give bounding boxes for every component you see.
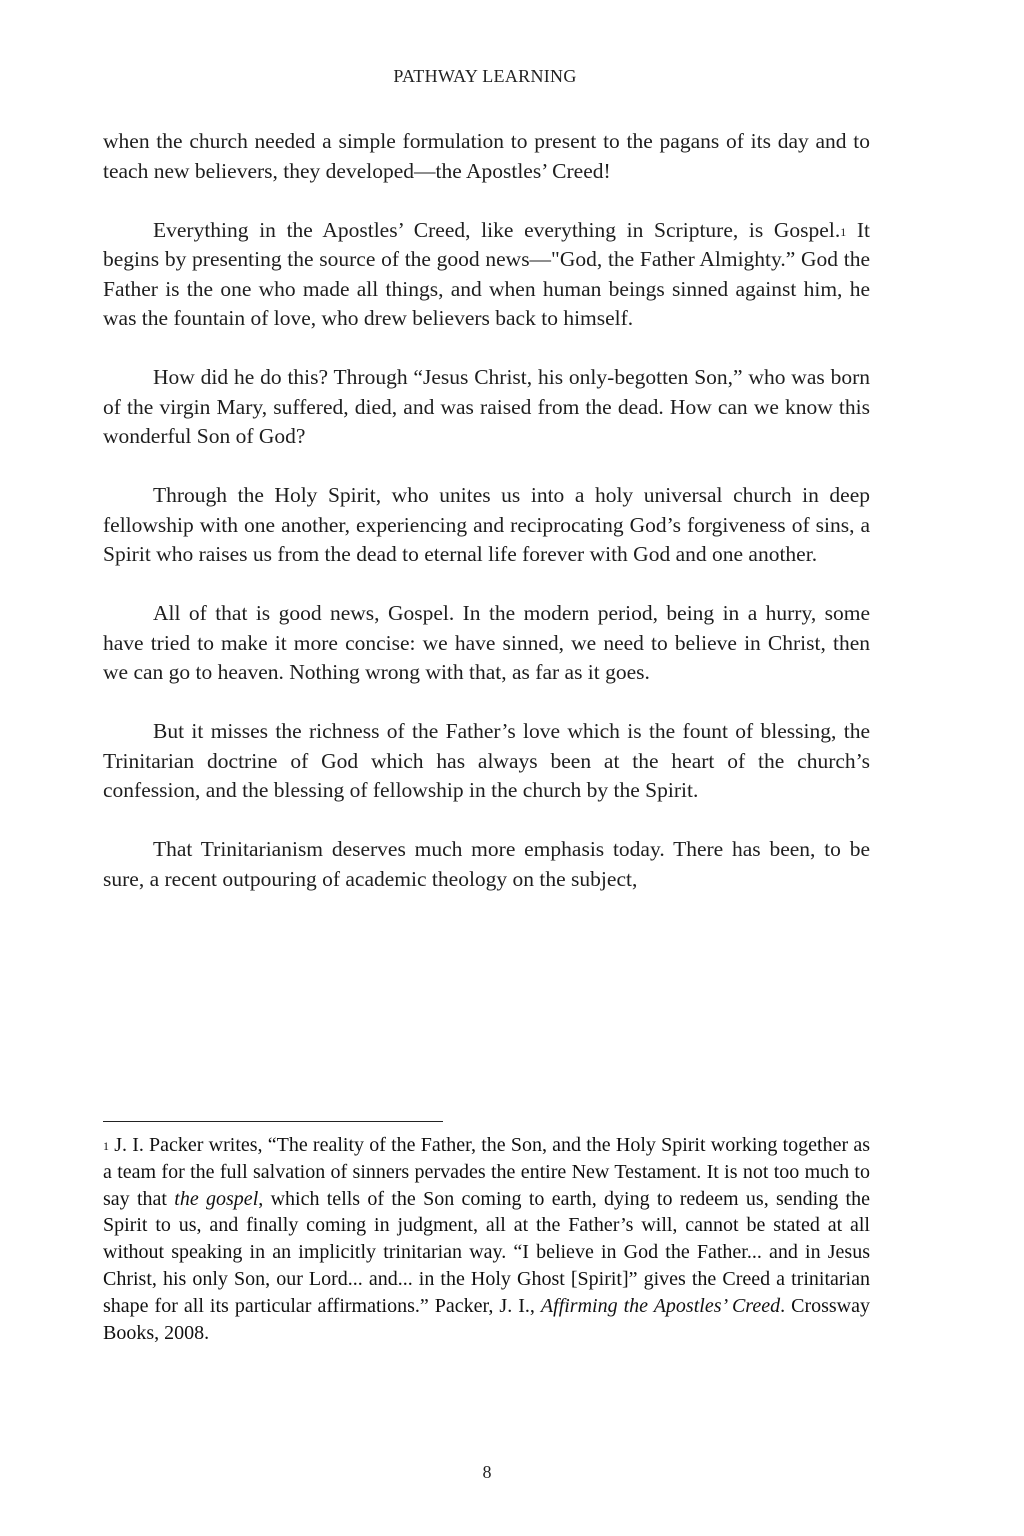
footnote-reference[interactable]: 1: [840, 224, 847, 239]
paragraph-richness: But it misses the richness of the Father’s love which is the fount of blessing, the Trinitarian doctrine of God which has always been at the heart of the church’s confession, and the blessing of fellowship in the church by the Spirit.: [103, 719, 870, 802]
footnote-marker: 1: [103, 1139, 109, 1153]
footnote-text-b: , which tells of the Son coming to earth, dying to redeem us, sending the Spirit to us, and finally coming in judgment, all at the Father’s will, cannot be stated at all without speaking in an implicitly trinitarian way. “I believe in God the Father... and in Jesus Christ, his only Son, our Lord... and... in the Holy Ghost [Spirit]” gives the Creed a trinitarian shape for all its particular affirmations.” Packer, J. I.,: [103, 1187, 870, 1317]
footnote-italic-gospel: the gospel: [174, 1187, 259, 1210]
footnote-book-title: Affirming the Apostles’ Creed: [540, 1294, 781, 1317]
footnote: [103, 1132, 870, 1346]
paragraph-gospel-start: Everything in the Apostles’ Creed, like everything in Scripture, is Gospel.: [153, 217, 841, 242]
running-header: PATHWAY LEARNING: [393, 66, 577, 86]
footnote-separator: [103, 1121, 443, 1122]
paragraph-gospel-rest: It begins by presenting the source of the good news—"God, the Father Almighty.” God the Father is the one who made all things, and when human beings sinned against him, he was the fountain of love, who drew believers back to himself.: [103, 217, 870, 330]
paragraph-continuation: when the church needed a simple formulation to present to the pagans of its day and to teach new believers, they developed—the Apostles’ Creed!: [103, 129, 870, 183]
paragraph-trinitarianism: That Trinitarianism deserves much more emphasis today. There has been, to be sure, a recent outpouring of academic theology on the subject,: [103, 837, 870, 891]
page-number: 8: [482, 1462, 492, 1482]
paragraph-gospel: [103, 216, 870, 334]
footnote-text-a: J. I. Packer writes, “The reality of the Father, the Son, and the Holy Spirit working together as a team for the full salvation of sinners pervades the entire New Testament. It is not too much to say that: [103, 1134, 870, 1210]
paragraph-holy-spirit: Through the Holy Spirit, who unites us into a holy universal church in deep fellowship with one another, experiencing and reciprocating God’s forgiveness of sins, a Spirit who raises us from the dead to eternal life forever with God and one another.: [103, 483, 870, 566]
footnote-text-c: . Crossway Books, 2008.: [103, 1294, 871, 1344]
paragraph-jesus-christ: How did he do this? Through “Jesus Christ, his only-begotten Son,” who was born of the virgin Mary, suffered, died, and was raised from the dead. How can we know this wonderful Son of God?: [103, 365, 870, 448]
paragraph-good-news: All of that is good news, Gospel. In the modern period, being in a hurry, some have tried to make it more concise: we have sinned, we need to believe in Christ, then we can go to heaven. Nothing wrong with that, as far as it goes.: [103, 601, 870, 684]
body-text: [103, 127, 870, 924]
